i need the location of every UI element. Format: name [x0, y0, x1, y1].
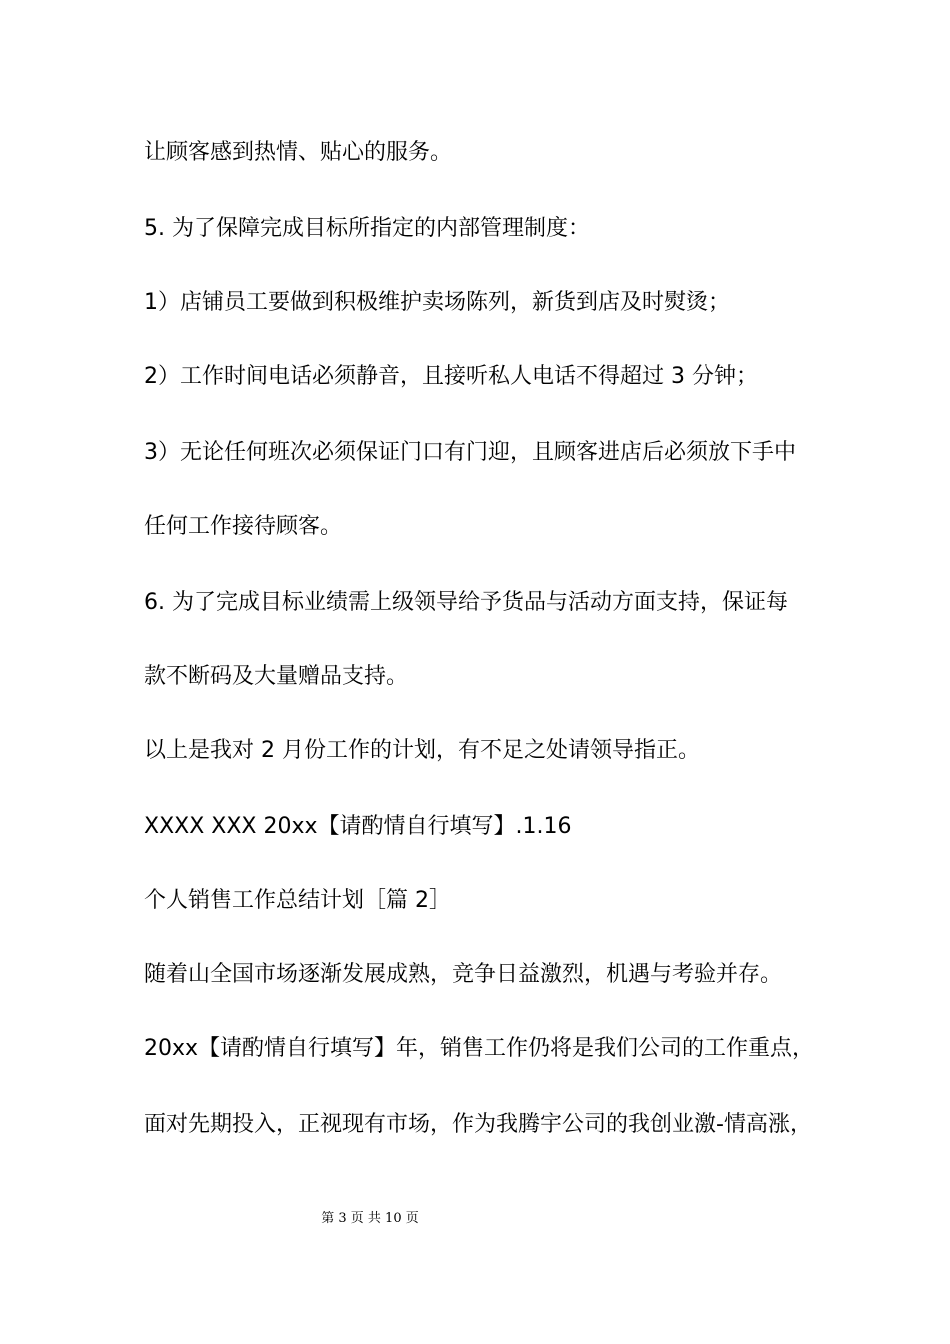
page-footer: 第 3 页 共 10 页 [321, 1211, 419, 1226]
signature-line: XXXX XXX 20xx【请酌情自行填写】.1.16 [144, 814, 572, 839]
section-heading: 个人销售工作总结计划［篇 2］ [144, 888, 451, 913]
text-line: 1）店铺员工要做到积极维护卖场陈列，新货到店及时熨烫； [144, 290, 730, 315]
text-line: 任何工作接待顾客。 [144, 514, 343, 539]
text-line: 20xx【请酌情自行填写】年，销售工作仍将是我们公司的工作重点， [144, 1036, 815, 1061]
text-line: 随着山全国市场逐渐发展成熟，竞争日益激烈，机遇与考验并存。 [144, 962, 783, 987]
text-line: 2）工作时间电话必须静音，且接听私人电话不得超过 3 分钟； [144, 364, 758, 389]
text-line: 以上是我对 2 月份工作的计划，有不足之处请领导指正。 [144, 738, 700, 763]
text-line: 3）无论任何班次必须保证门口有门迎，且顾客进店后必须放下手中 [144, 440, 796, 465]
text-line: 款不断码及大量赠品支持。 [144, 664, 409, 689]
text-line: 面对先期投入，正视现有市场，作为我腾宇公司的我创业激-情高涨， [144, 1112, 812, 1137]
text-line: 5. 为了保障完成目标所指定的内部管理制度： [144, 216, 590, 241]
text-line: 让顾客感到热情、贴心的服务。 [144, 140, 453, 165]
text-line: 6. 为了完成目标业绩需上级领导给予货品与活动方面支持，保证每 [144, 590, 788, 615]
